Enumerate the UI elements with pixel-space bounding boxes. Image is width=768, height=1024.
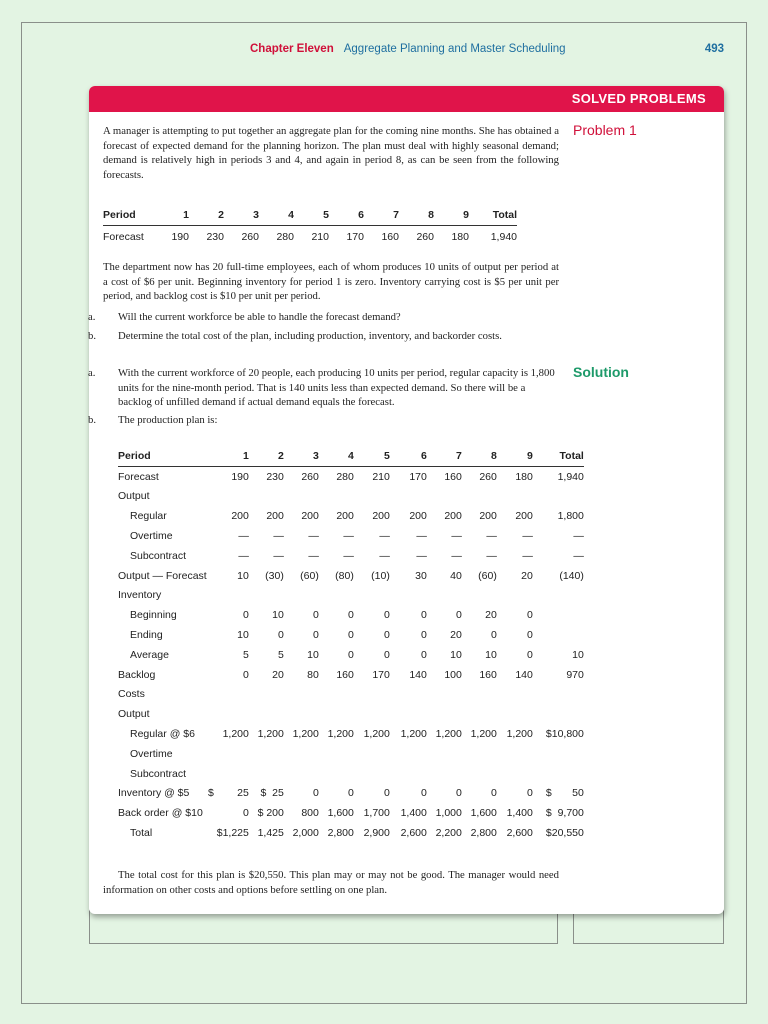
table-header-cell: 6 <box>329 204 364 226</box>
table-cell: 180 <box>451 230 469 243</box>
row-label: Overtime <box>130 530 173 543</box>
table-cell: — <box>416 530 427 543</box>
table-cell <box>354 586 390 606</box>
table-cell <box>284 744 319 764</box>
table-cell: 170 <box>409 470 427 483</box>
table-cell <box>427 586 462 606</box>
row-label: Beginning <box>130 609 177 622</box>
table-row <box>118 685 584 705</box>
table-cell: 1,940 <box>490 230 517 243</box>
table-cell: — <box>451 530 462 543</box>
table-cell: — <box>343 530 354 543</box>
table-cell <box>427 487 462 507</box>
table-cell: (140) <box>559 569 584 582</box>
table-cell <box>319 744 354 764</box>
table-cell: 1,200 <box>435 728 462 741</box>
forecast-header-row <box>103 204 517 226</box>
table-cell <box>462 744 497 764</box>
table-cell: 140 <box>409 668 427 681</box>
table-cell: (30) <box>265 569 284 582</box>
table-cell <box>497 704 533 724</box>
table-header-cell: 7 <box>427 446 462 466</box>
column-frame-right <box>573 910 724 944</box>
table-cell: 280 <box>276 230 294 243</box>
table-cell <box>284 586 319 606</box>
table-header-cell: 8 <box>462 446 497 466</box>
table-cell: 1,200 <box>292 728 319 741</box>
banner-label: SOLVED PROBLEMS <box>571 91 706 106</box>
forecast-row <box>103 226 517 248</box>
table-row <box>118 526 584 546</box>
table-cell: $20,550 <box>545 827 584 840</box>
table-header-cell: 3 <box>284 446 319 466</box>
table-cell: (60) <box>478 569 497 582</box>
forecast-table <box>103 204 517 247</box>
row-label: Costs <box>118 688 145 701</box>
production-plan-table <box>118 446 584 843</box>
table-cell: — <box>238 549 249 562</box>
table-cell: 0 <box>313 629 319 642</box>
table-cell: 200 <box>515 510 533 523</box>
table-header-cell: 6 <box>390 446 427 466</box>
table-cell <box>427 704 462 724</box>
table-row <box>118 665 584 685</box>
table-cell <box>497 487 533 507</box>
table-cell <box>354 685 390 705</box>
question-label: a. <box>88 311 96 323</box>
row-label: Inventory <box>118 589 162 602</box>
table-cell: 190 <box>171 230 189 243</box>
table-cell: 10 <box>237 629 249 642</box>
problem-heading: Problem 1 <box>573 122 637 138</box>
table-cell: 0 <box>348 629 354 642</box>
table-cell: 2,600 <box>400 827 427 840</box>
plan-header-row <box>118 446 584 466</box>
table-header-cell: 5 <box>354 446 390 466</box>
table-header-cell: 9 <box>434 204 469 226</box>
table-cell <box>249 586 284 606</box>
question-text: Determine the total cost of the plan, including production, inventory, and backorder costs. <box>118 330 502 342</box>
table-row <box>118 466 584 486</box>
table-cell <box>533 586 584 606</box>
table-cell <box>354 487 390 507</box>
table-cell: 160 <box>479 668 497 681</box>
chapter-label: Chapter Eleven <box>250 43 334 55</box>
table-cell <box>208 744 249 764</box>
table-cell: 200 <box>444 510 462 523</box>
table-row <box>118 487 584 507</box>
section-banner <box>89 86 724 112</box>
table-cell: 200 <box>301 510 319 523</box>
table-row <box>118 784 584 804</box>
table-cell: — <box>273 549 284 562</box>
table-cell: 1,940 <box>557 470 584 483</box>
table-cell: 0 <box>278 629 284 642</box>
table-cell: 0 <box>313 787 319 800</box>
table-cell <box>249 764 284 784</box>
table-cell: 160 <box>444 470 462 483</box>
table-header-cell: 1 <box>153 204 189 226</box>
answer-label: a. <box>88 367 96 379</box>
table-cell <box>390 704 427 724</box>
table-cell: 1,200 <box>257 728 284 741</box>
table-cell: (10) <box>371 569 390 582</box>
table-cell: — <box>486 549 497 562</box>
table-cell: 10 <box>272 609 284 622</box>
table-cell: 0 <box>456 787 462 800</box>
table-cell: 140 <box>515 668 533 681</box>
table-cell: 1,200 <box>400 728 427 741</box>
table-cell: — <box>308 530 319 543</box>
table-cell: — <box>379 530 390 543</box>
table-cell: 260 <box>301 470 319 483</box>
table-cell <box>497 764 533 784</box>
table-cell: 0 <box>348 609 354 622</box>
table-cell: — <box>573 530 584 543</box>
table-cell <box>284 685 319 705</box>
table-header-cell: 8 <box>399 204 434 226</box>
table-cell: 280 <box>336 470 354 483</box>
table-cell: 200 <box>336 510 354 523</box>
table-header-cell: Period <box>103 204 153 226</box>
department-paragraph: The department now has 20 full-time employees, each of whom produces 10 units of output per period at a cost of $6 per unit. Beginning inventory for period 1 is zero. Inventory carrying cost is $5 per unit per period, and backlog cost is $10 per unit per period. <box>103 261 559 303</box>
table-cell <box>284 764 319 784</box>
answer-text: With the current workforce of 20 people, each producing 10 units per period, regular capacity is 1,800 units for the nine-month period. That is 140 units less than expected demand. So there will be a backlog of unfilled demand if actual demand equals the forecast. <box>118 367 555 408</box>
table-cell: 0 <box>243 609 249 622</box>
table-cell: 170 <box>346 230 364 243</box>
table-cell: 0 <box>456 609 462 622</box>
table-cell: 0 <box>527 629 533 642</box>
table-cell <box>533 685 584 705</box>
question-a <box>88 310 559 325</box>
table-cell <box>533 487 584 507</box>
table-cell: 10 <box>237 569 249 582</box>
table-cell: 160 <box>381 230 399 243</box>
table-cell: (60) <box>300 569 319 582</box>
table-row <box>118 625 584 645</box>
table-cell <box>319 586 354 606</box>
question-label: b. <box>88 330 97 342</box>
table-cell: 5 <box>278 648 284 661</box>
row-label: Output <box>118 708 150 721</box>
table-cell: 1,400 <box>506 807 533 820</box>
table-header-cell: 4 <box>319 446 354 466</box>
table-cell: $ 25 <box>260 787 284 800</box>
row-label: Backlog <box>118 668 156 681</box>
table-cell: 0 <box>384 609 390 622</box>
table-cell <box>497 744 533 764</box>
table-cell: — <box>343 549 354 562</box>
table-cell <box>462 704 497 724</box>
row-label: Subcontract <box>130 549 187 562</box>
answer-b <box>88 413 559 428</box>
table-cell <box>319 685 354 705</box>
table-cell <box>462 487 497 507</box>
table-cell: 1,400 <box>400 807 427 820</box>
table-cell: 10 <box>307 648 319 661</box>
table-cell <box>319 487 354 507</box>
solved-problems-card <box>89 86 724 914</box>
table-cell: 0 <box>527 609 533 622</box>
row-label: Overtime <box>130 747 173 760</box>
table-cell: 10 <box>485 648 497 661</box>
table-row <box>118 645 584 665</box>
table-cell: 160 <box>336 668 354 681</box>
table-row <box>118 823 584 843</box>
table-cell <box>533 704 584 724</box>
table-row <box>118 546 584 566</box>
table-cell: 800 <box>301 807 319 820</box>
intro-paragraph: A manager is attempting to put together an aggregate plan for the coming nine months. She has obtained a forecast of expected demand for the planning horizon. The plan must deal with highly seasonal demand; demand is relatively high in periods 3 and 4, and again in period 8, as can be seen from the following forecasts. <box>103 125 559 182</box>
table-cell: 20 <box>272 668 284 681</box>
table-cell: — <box>573 549 584 562</box>
table-cell: 0 <box>527 787 533 800</box>
table-cell <box>249 487 284 507</box>
table-cell <box>427 744 462 764</box>
table-cell: 1,000 <box>435 807 462 820</box>
row-label: Output — Forecast <box>118 569 207 582</box>
table-cell <box>390 586 427 606</box>
table-cell: — <box>486 530 497 543</box>
row-label: Average <box>130 648 169 661</box>
table-cell <box>462 685 497 705</box>
table-cell: 0 <box>421 648 427 661</box>
table-cell: 20 <box>485 609 497 622</box>
table-cell: 180 <box>515 470 533 483</box>
row-label: Regular <box>130 510 167 523</box>
page-number: 493 <box>704 43 724 55</box>
table-cell <box>390 487 427 507</box>
table-cell: 2,800 <box>327 827 354 840</box>
table-cell: 0 <box>348 648 354 661</box>
table-cell: 0 <box>243 807 249 820</box>
row-label: Inventory @ $5 <box>118 787 190 800</box>
table-cell <box>319 704 354 724</box>
table-cell: 5 <box>243 648 249 661</box>
table-cell: 40 <box>450 569 462 582</box>
table-cell: 2,600 <box>506 827 533 840</box>
solution-heading: Solution <box>573 364 629 380</box>
table-cell: 1,200 <box>506 728 533 741</box>
table-cell: 230 <box>206 230 224 243</box>
table-cell: 0 <box>491 787 497 800</box>
table-cell: — <box>379 549 390 562</box>
table-cell <box>249 704 284 724</box>
table-cell: 970 <box>566 668 584 681</box>
table-cell <box>284 704 319 724</box>
chapter-title: Aggregate Planning and Master Scheduling <box>343 43 566 55</box>
table-header-cell: 2 <box>189 204 224 226</box>
table-cell: 1,425 <box>257 827 284 840</box>
answer-text: The production plan is: <box>118 414 218 426</box>
table-cell: 20 <box>521 569 533 582</box>
row-label: Ending <box>130 629 163 642</box>
table-cell: 10 <box>572 648 584 661</box>
table-cell <box>354 744 390 764</box>
table-row <box>118 803 584 823</box>
table-header-cell: 1 <box>208 446 249 466</box>
row-label: Output <box>118 490 150 503</box>
table-cell <box>354 704 390 724</box>
table-cell <box>208 487 249 507</box>
table-cell: — <box>308 549 319 562</box>
table-cell: $ 9,700 <box>545 807 584 820</box>
table-cell: 1,200 <box>363 728 390 741</box>
table-cell: 0 <box>527 648 533 661</box>
table-cell: 2,000 <box>292 827 319 840</box>
table-cell <box>390 744 427 764</box>
table-cell: — <box>451 549 462 562</box>
table-cell: — <box>238 530 249 543</box>
closing-paragraph: The total cost for this plan is $20,550. This plan may or may not be good. The manager would need information on other costs and options before settling on one plan. <box>103 869 559 896</box>
table-cell: 30 <box>415 569 427 582</box>
table-cell: 0 <box>348 787 354 800</box>
row-label: Forecast <box>118 470 159 483</box>
table-cell: 0 <box>491 629 497 642</box>
table-cell <box>208 586 249 606</box>
table-cell <box>354 764 390 784</box>
table-cell: 200 <box>409 510 427 523</box>
table-row <box>118 704 584 724</box>
table-cell <box>497 586 533 606</box>
table-cell: 0 <box>384 787 390 800</box>
row-label: Back order @ $10 <box>118 807 203 820</box>
table-cell <box>497 685 533 705</box>
table-cell: 0 <box>384 629 390 642</box>
table-cell <box>319 764 354 784</box>
table-cell: 210 <box>372 470 390 483</box>
table-cell: — <box>522 549 533 562</box>
table-cell: $ 50 <box>545 787 584 800</box>
table-cell: 0 <box>421 629 427 642</box>
table-cell <box>533 744 584 764</box>
table-header-cell: Period <box>118 446 208 466</box>
table-cell: (80) <box>335 569 354 582</box>
table-cell: Forecast <box>103 230 144 243</box>
table-header-cell: Total <box>469 204 517 226</box>
table-cell: — <box>522 530 533 543</box>
table-header-cell: 3 <box>224 204 259 226</box>
table-cell: $ 25 <box>208 787 249 800</box>
table-cell <box>208 704 249 724</box>
table-header-cell: 2 <box>249 446 284 466</box>
table-cell: 2,900 <box>363 827 390 840</box>
table-cell: 0 <box>384 648 390 661</box>
table-cell: 0 <box>243 668 249 681</box>
table-cell: 260 <box>416 230 434 243</box>
table-row <box>118 724 584 744</box>
table-cell: 20 <box>450 629 462 642</box>
table-cell: 230 <box>266 470 284 483</box>
table-cell <box>533 764 584 784</box>
table-row <box>118 586 584 606</box>
table-cell: 170 <box>372 668 390 681</box>
table-row <box>118 506 584 526</box>
table-cell: 0 <box>421 609 427 622</box>
table-cell: 1,200 <box>222 728 249 741</box>
column-frame-left <box>89 910 558 944</box>
table-cell: 2,200 <box>435 827 462 840</box>
question-text: Will the current workforce be able to handle the forecast demand? <box>118 311 401 323</box>
table-row <box>118 744 584 764</box>
table-cell: 80 <box>307 668 319 681</box>
table-cell: 200 <box>479 510 497 523</box>
row-label: Subcontract <box>130 767 187 780</box>
table-cell <box>427 764 462 784</box>
table-cell: 0 <box>313 609 319 622</box>
table-cell <box>390 685 427 705</box>
table-cell: 1,600 <box>470 807 497 820</box>
table-header-cell: 7 <box>364 204 399 226</box>
table-cell <box>208 685 249 705</box>
table-cell <box>249 685 284 705</box>
table-cell: 1,700 <box>363 807 390 820</box>
table-cell <box>249 744 284 764</box>
plan-table-body <box>118 466 584 843</box>
table-header-cell: 5 <box>294 204 329 226</box>
table-cell: $10,800 <box>545 728 584 741</box>
table-cell: 200 <box>231 510 249 523</box>
table-cell <box>390 764 427 784</box>
table-cell: 200 <box>266 510 284 523</box>
table-cell: 1,800 <box>557 510 584 523</box>
table-cell: 1,200 <box>327 728 354 741</box>
table-cell: — <box>416 549 427 562</box>
table-cell: 260 <box>241 230 259 243</box>
answer-label: b. <box>88 414 97 426</box>
question-b <box>88 329 559 344</box>
table-header-cell: 9 <box>497 446 533 466</box>
table-row <box>118 566 584 586</box>
table-cell: 210 <box>311 230 329 243</box>
table-header-cell: 4 <box>259 204 294 226</box>
table-cell: 260 <box>479 470 497 483</box>
table-cell <box>533 605 584 625</box>
table-cell <box>533 625 584 645</box>
table-cell <box>284 487 319 507</box>
table-cell: $1,225 <box>216 827 249 840</box>
row-label: Total <box>130 827 153 840</box>
table-cell: 190 <box>231 470 249 483</box>
table-row <box>118 764 584 784</box>
table-cell: 0 <box>421 787 427 800</box>
table-cell: 10 <box>450 648 462 661</box>
table-cell <box>427 685 462 705</box>
table-cell <box>208 764 249 784</box>
row-label: Regular @ $6 <box>130 728 195 741</box>
table-row <box>118 605 584 625</box>
answer-a <box>88 366 559 410</box>
table-cell <box>462 764 497 784</box>
table-cell: 100 <box>444 668 462 681</box>
table-cell: 2,800 <box>470 827 497 840</box>
table-cell: 200 <box>372 510 390 523</box>
table-cell: — <box>273 530 284 543</box>
table-cell <box>462 586 497 606</box>
running-head <box>250 43 566 55</box>
table-header-cell: Total <box>533 446 584 466</box>
table-cell: $ 200 <box>257 807 284 820</box>
table-cell: 1,600 <box>327 807 354 820</box>
table-cell: 1,200 <box>470 728 497 741</box>
